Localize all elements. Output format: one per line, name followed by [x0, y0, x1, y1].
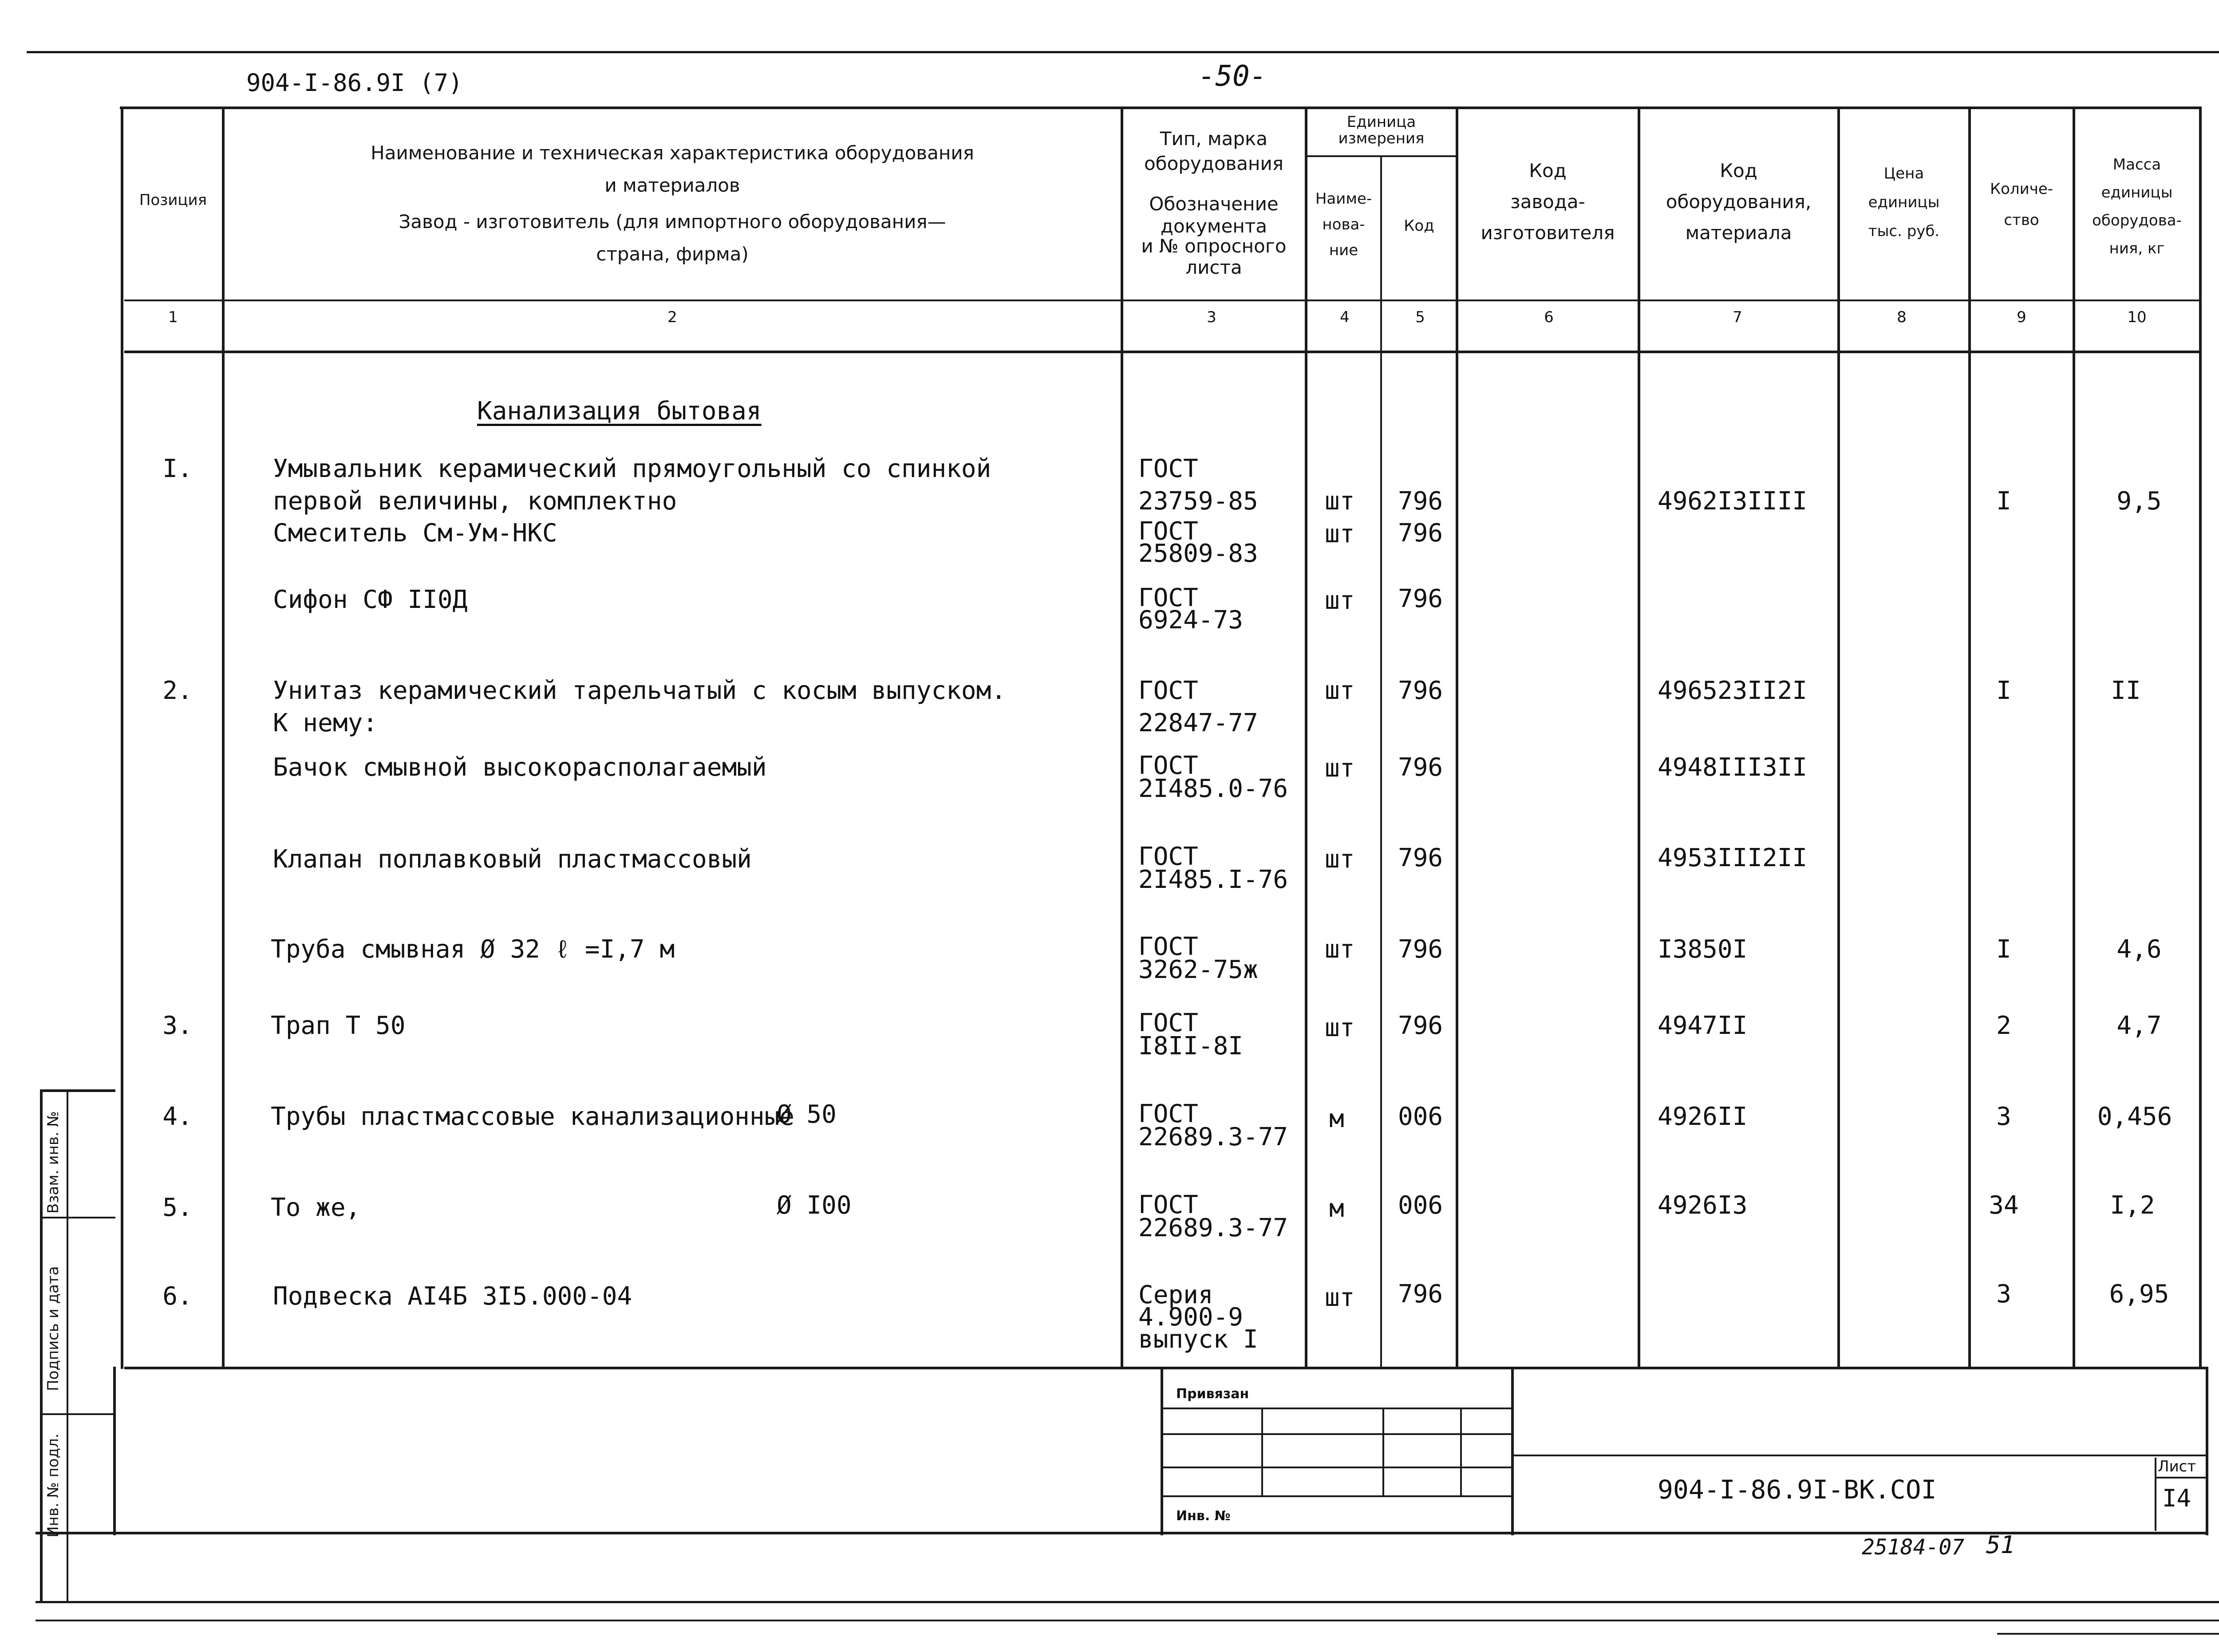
header-price-line3: тыс. руб. [1868, 222, 1940, 240]
item-name: Бачок смывной высокорасполагаемый [273, 753, 767, 782]
item-doc: ГОСТ [1138, 842, 1198, 871]
inventory-label: Инв. № [1176, 1508, 1231, 1524]
stamp-outer-line [40, 1092, 43, 1602]
row-position: 6. [162, 1282, 193, 1311]
header-name-line4: страна, фирма) [596, 243, 749, 265]
item-diameter: Ø 50 [777, 1100, 837, 1129]
header-mass-line1: Масса [2112, 156, 2161, 173]
header-position: Позиция [139, 191, 207, 209]
item-diameter: Ø I00 [777, 1191, 852, 1220]
table-bottom-line [124, 1367, 2208, 1369]
item-doc: ГОСТ [1138, 1100, 1198, 1128]
header-plant-line3: изготовителя [1481, 222, 1615, 244]
column-number: 7 [1733, 308, 1742, 326]
header-unit-name-line3: ние [1329, 241, 1358, 259]
footer-archive-number: 25184-07 [1862, 1535, 1965, 1560]
section-title: Канализация бытовая [477, 397, 762, 426]
item-unit-code: 796 [1398, 584, 1443, 613]
item-name: Умывальник керамический прямоугольный со спинкой [273, 454, 991, 483]
col-sep [1638, 106, 1640, 1367]
item-doc-number: 22847-77 [1138, 709, 1258, 737]
item-equip-code: I3850I [1658, 935, 1748, 964]
approval-left-line [1161, 1367, 1163, 1535]
item-quantity: 2 [1996, 1011, 2011, 1040]
header-bottom-line [124, 300, 2201, 301]
item-quantity: I [1996, 487, 2011, 516]
document-code: 904-I-86.9I-ВК.СОI [1658, 1475, 1937, 1505]
approval-grid-line [1163, 1467, 1511, 1468]
item-equip-code: 4947II [1658, 1011, 1748, 1040]
item-unit-code: 796 [1398, 519, 1443, 548]
col-sep [1121, 106, 1123, 1367]
document-code-top: 904-I-86.9I (7) [246, 69, 463, 97]
item-doc: ГОСТ [1138, 1191, 1198, 1219]
column-number: 6 [1544, 308, 1554, 326]
item-equip-code: 4926II [1658, 1102, 1748, 1131]
item-doc: Серия [1138, 1281, 1213, 1309]
item-quantity: 3 [1996, 1280, 2011, 1309]
item-doc: ГОСТ [1138, 517, 1198, 546]
header-mass-line3: оборудова- [2092, 212, 2182, 229]
item-doc-number: 25809-83 [1138, 539, 1258, 568]
item-unit: шт [1325, 754, 1355, 783]
stamp-inner-line [67, 1092, 68, 1602]
col-sep [1837, 106, 1840, 1367]
item-unit: шт [1325, 1013, 1355, 1042]
approval-grid-line [1163, 1495, 1511, 1497]
item-name: Подвеска АI4Б 3I5.000-04 [273, 1282, 632, 1311]
item-doc-issue: выпуск I [1138, 1325, 1258, 1354]
item-doc-number: 23759-85 [1138, 487, 1258, 516]
sheet-label: Лист [2158, 1458, 2196, 1475]
item-unit: шт [1325, 935, 1355, 964]
item-equip-code: 4962I3IIII [1658, 487, 1808, 516]
row-position: 2. [162, 676, 193, 705]
item-name-cont: первой величины, комплектно [273, 487, 677, 516]
row-position: I. [162, 454, 193, 483]
header-price-line2: единицы [1868, 193, 1940, 211]
item-quantity: I [1996, 935, 2011, 964]
stamp-divider [40, 1413, 115, 1415]
column-number: 4 [1340, 308, 1350, 326]
item-doc-number: 6924-73 [1138, 606, 1244, 635]
item-equip-code: 496523II2I [1658, 676, 1808, 705]
header-plant-line1: Код [1529, 160, 1567, 181]
header-unit-name-line1: Наиме- [1315, 190, 1372, 208]
doc-code-top-line [1513, 1455, 2208, 1456]
item-unit-code: 796 [1398, 935, 1443, 964]
item-equip-code: 4948III3II [1658, 753, 1808, 782]
item-unit-code: 796 [1398, 1280, 1443, 1309]
item-name: Смеситель См-Ум-НКС [273, 519, 557, 548]
item-unit-code: 796 [1398, 1011, 1443, 1040]
item-name: Труба смывная Ø 32 ℓ =I,7 м [271, 935, 675, 964]
item-doc-number: 2I485.0-76 [1138, 774, 1288, 803]
header-unit-line2: измерения [1338, 130, 1425, 147]
item-unit: шт [1325, 1283, 1355, 1312]
bottom-frame-line [36, 1601, 2219, 1603]
unit-subheader-line [1307, 155, 1458, 157]
item-doc-number: 22689.3-77 [1138, 1214, 1288, 1242]
header-equip-line1: Код [1720, 160, 1757, 181]
header-price-line1: Цена [1883, 165, 1924, 182]
header-qty-line1: Количе- [1990, 180, 2053, 198]
col-sep [1305, 106, 1307, 1367]
header-qty-line2: ство [2004, 211, 2039, 229]
item-mass: II [2111, 676, 2141, 705]
item-unit: шт [1325, 487, 1355, 516]
item-doc: ГОСТ [1138, 751, 1198, 780]
item-unit: м [1329, 1194, 1344, 1223]
col-sep [2073, 106, 2075, 1367]
item-name: Трап Т 50 [271, 1011, 406, 1040]
sheet-box-divider [2155, 1477, 2206, 1479]
item-mass: 6,95 [2109, 1280, 2169, 1309]
item-doc: ГОСТ [1138, 584, 1198, 612]
item-quantity: 3 [1996, 1102, 2011, 1131]
approval-right-line [1511, 1367, 1514, 1535]
page-number: -50- [1198, 60, 1267, 93]
stamp-divider [40, 1217, 115, 1218]
header-equip-line3: материала [1685, 222, 1792, 244]
item-unit-code: 796 [1398, 753, 1443, 782]
item-unit: шт [1325, 676, 1355, 705]
header-type-line3: Обозначение [1149, 193, 1279, 215]
approval-label: Привязан [1176, 1386, 1249, 1402]
stamp-original-label: Инв. № подл. [44, 1433, 62, 1538]
item-name: Клапан поплавковый пластмассовый [273, 845, 752, 874]
stamp-replace-label: Взам. инв. № [44, 1111, 62, 1214]
header-name-line1: Наименование и техническая характеристика оборудования [371, 142, 974, 164]
header-type-line4: документа [1160, 215, 1267, 237]
row-position: 5. [162, 1193, 193, 1222]
column-number: 3 [1207, 308, 1216, 326]
header-type-line5: и № опросного [1141, 235, 1287, 257]
colnum-bottom-line [124, 351, 2201, 353]
item-name: То же, [271, 1193, 361, 1222]
page-edge-line-right [1997, 1633, 2219, 1635]
item-doc-number: 3262-75ж [1138, 955, 1258, 984]
title-right-line [2206, 1367, 2208, 1535]
item-unit-code: 796 [1398, 487, 1443, 516]
header-name-line2: и материалов [604, 174, 740, 196]
item-mass: 9,5 [2116, 487, 2162, 516]
item-mass: 4,6 [2116, 935, 2162, 964]
col-sep [121, 106, 123, 1369]
item-unit: шт [1325, 586, 1355, 615]
page-edge-line [36, 1620, 2219, 1621]
item-name: Сифон СФ II0Д [273, 585, 468, 614]
column-number: 10 [2127, 308, 2147, 326]
item-mass: 0,456 [2097, 1102, 2172, 1131]
header-type-line6: листа [1185, 256, 1242, 278]
header-equip-line2: оборудования, [1666, 191, 1812, 213]
col-sep [1456, 106, 1458, 1367]
stamp-signature-label: Подпись и дата [44, 1266, 62, 1391]
item-unit: м [1329, 1104, 1344, 1133]
header-unit-name-line2: нова- [1322, 216, 1365, 233]
sheet-box-line [2155, 1458, 2156, 1531]
column-number: 2 [667, 308, 677, 326]
column-number: 5 [1415, 308, 1425, 326]
item-doc: ГОСТ [1138, 1009, 1198, 1037]
item-mass: 4,7 [2116, 1011, 2162, 1040]
approval-grid-line [1261, 1408, 1263, 1495]
item-doc-number: I8II-8I [1138, 1032, 1244, 1061]
approval-grid-line [1382, 1408, 1384, 1495]
col-sep [222, 106, 225, 1367]
row-position: 4. [162, 1102, 193, 1131]
item-equip-code: 4926I3 [1658, 1191, 1748, 1220]
title-left-line [113, 1367, 116, 1535]
approval-grid-line [1163, 1433, 1511, 1435]
footer-page-number: 51 [1986, 1531, 2015, 1559]
col-sep [1968, 106, 1971, 1367]
item-unit-code: 006 [1398, 1191, 1443, 1220]
header-unit-code: Код [1404, 217, 1434, 235]
table-top-border [120, 106, 2201, 109]
item-doc-number: 4.900-9 [1138, 1303, 1244, 1332]
item-doc: ГОСТ [1138, 676, 1198, 705]
col-sep [1380, 155, 1382, 1367]
header-mass-line4: ния, кг [2109, 240, 2165, 257]
item-doc-number: 2I485.I-76 [1138, 865, 1288, 894]
item-equip-code: 4953III2II [1658, 844, 1808, 872]
item-name: Трубы пластмассовые канализационные [271, 1102, 795, 1131]
item-unit-code: 796 [1398, 676, 1443, 705]
column-number: 8 [1897, 308, 1907, 326]
header-name-line3: Завод - изготовитель (для импортного оборудования— [399, 211, 946, 233]
item-unit-code: 796 [1398, 844, 1443, 872]
header-unit-line1: Единица [1346, 113, 1416, 131]
column-number: 9 [2017, 308, 2026, 326]
item-name-cont: К нему: [273, 709, 378, 737]
item-unit: шт [1325, 845, 1355, 874]
sheet-number: I4 [2162, 1484, 2191, 1512]
item-quantity: I [1996, 676, 2011, 705]
item-mass: I,2 [2110, 1191, 2155, 1220]
col-sep [2199, 106, 2202, 1367]
item-quantity: 34 [1989, 1191, 2019, 1220]
stamp-top-line [40, 1089, 115, 1092]
top-frame-line [27, 51, 2219, 53]
item-unit: шт [1325, 520, 1355, 548]
item-doc-number: 22689.3-77 [1138, 1123, 1288, 1151]
item-doc: ГОСТ [1138, 454, 1198, 483]
item-doc: ГОСТ [1138, 932, 1198, 961]
item-name: Унитаз керамический тарельчатый с косым выпуском. [273, 676, 1007, 705]
header-mass-line2: единицы [2101, 184, 2173, 201]
column-number: 1 [168, 308, 178, 326]
row-position: 3. [162, 1011, 193, 1040]
header-type-line2: оборудования [1144, 153, 1284, 174]
item-unit-code: 006 [1398, 1102, 1443, 1131]
header-type-line1: Тип, марка [1160, 128, 1268, 150]
header-plant-line2: завода- [1510, 191, 1585, 213]
approval-grid-line [1460, 1408, 1462, 1495]
